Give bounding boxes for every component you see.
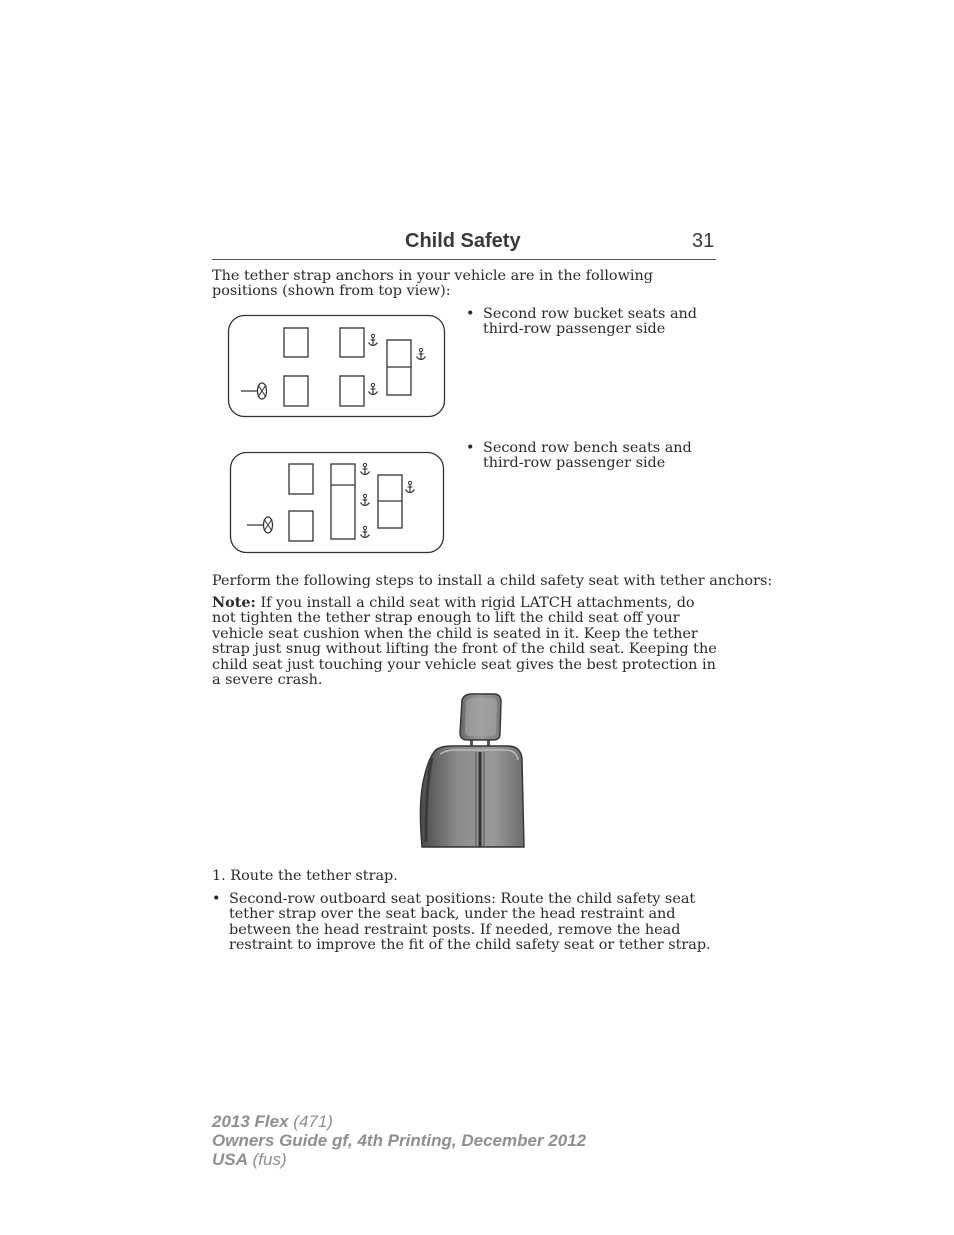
page-title: Child Safety	[405, 230, 521, 252]
anchor-icon	[361, 526, 370, 538]
seat-box	[340, 376, 364, 406]
caption-text: Second row bench seats and third-row passenger side	[483, 440, 692, 472]
diagram-caption-bench-seats	[466, 441, 716, 472]
seat-box	[289, 511, 313, 541]
anchor-icon	[417, 348, 426, 360]
diagram-caption-bucket-seats	[466, 307, 716, 338]
anchor-icon	[361, 494, 370, 506]
footer-model	[212, 1112, 333, 1131]
anchor-icon	[361, 463, 370, 475]
intro-paragraph: The tether strap anchors in your vehicle are in the following positions (shown from top view):	[212, 268, 653, 300]
steps-intro: Perform the following steps to install a child safety seat with tether anchors:	[212, 573, 773, 589]
bullet-marker: •	[466, 440, 475, 456]
note-text: If you install a child seat with rigid LATCH attachments, do not tighten the tether strap enough to lift the child seat off your vehicle seat cushion when the child is seated in it. Keep the tether strap just snug without lifting the front of the child seat. Keeping the child seat just touching your vehicle seat gives the best protection in a severe crash.	[212, 595, 717, 689]
seat-box	[284, 328, 308, 357]
bullet-marker: •	[212, 891, 221, 907]
anchor-icon	[406, 481, 415, 493]
caption-text: Second row bucket seats and third-row passenger side	[483, 306, 698, 338]
page-number: 31	[692, 230, 715, 252]
header-divider	[212, 259, 716, 260]
bullet-text: Second-row outboard seat positions: Route the child safety seat tether strap over the seat back, under the head restraint and between the head restraint posts. If needed, remove the head restraint to improve the fit of the child safety seat or tether strap.	[229, 891, 711, 954]
anchor-icon	[369, 383, 378, 395]
bullet-marker: •	[466, 306, 475, 322]
seat-box	[284, 376, 308, 406]
bucket-seats-diagram	[227, 314, 447, 420]
bench-box	[331, 464, 355, 539]
footer-market-code: (fus)	[247, 1150, 287, 1169]
steering-wheel-icon	[247, 517, 273, 533]
footer-market	[212, 1150, 287, 1169]
anchor-icon	[369, 334, 378, 346]
footer-guide: Owners Guide gf, 4th Printing, December 2012	[212, 1131, 587, 1150]
seat-back-illustration	[412, 692, 532, 852]
footer-model-code: (471)	[288, 1112, 333, 1131]
seat-box	[289, 464, 313, 494]
step-1: 1. Route the tether strap.	[212, 868, 398, 884]
seat-box	[340, 328, 364, 357]
steering-wheel-icon	[241, 383, 267, 399]
step-1-bullet	[212, 892, 722, 954]
footer-model-name: 2013 Flex	[212, 1112, 289, 1131]
bench-seats-diagram	[229, 451, 447, 556]
note-paragraph	[212, 595, 722, 688]
note-label: Note:	[212, 594, 256, 611]
footer-market-name: USA	[212, 1150, 248, 1169]
